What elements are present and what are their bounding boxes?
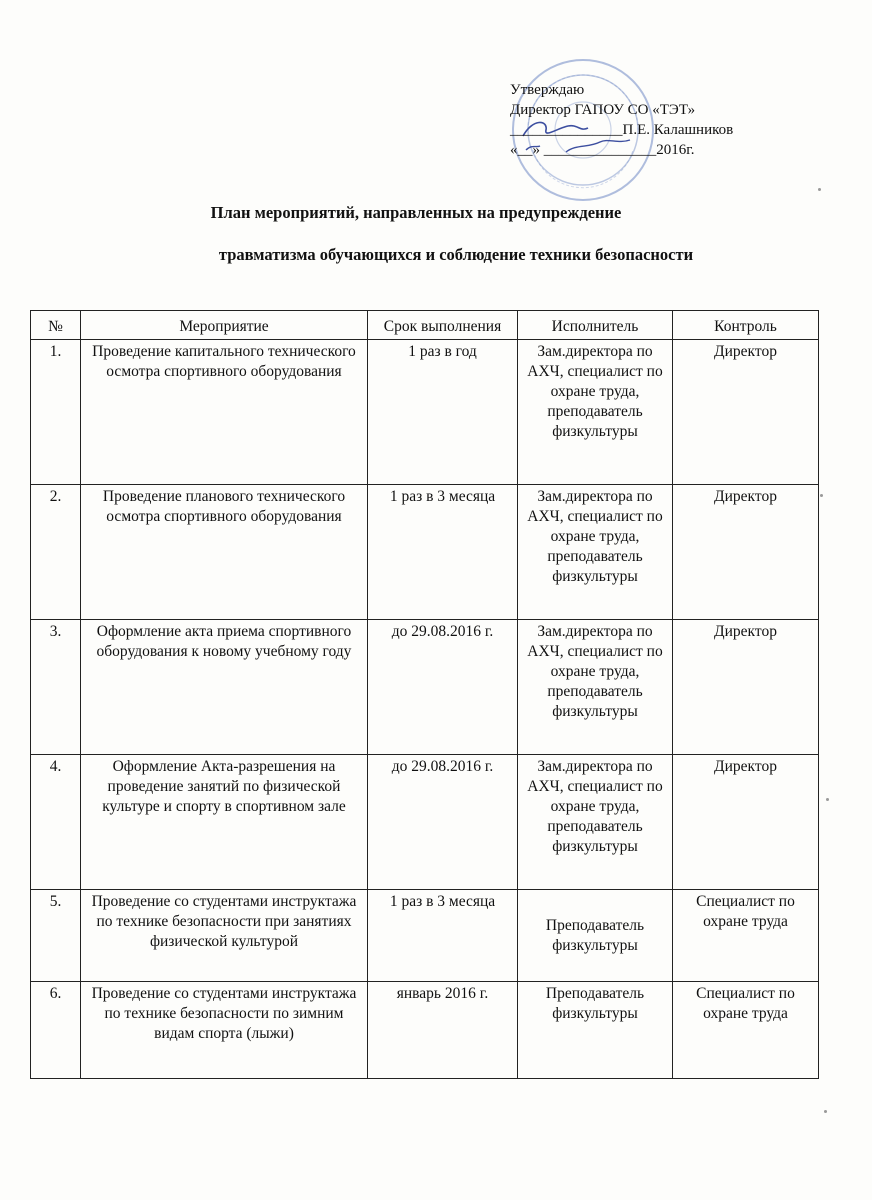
row-control: Специалист по охране труда [673, 890, 819, 982]
measures-table [30, 310, 819, 1079]
row-num: 2. [31, 485, 81, 620]
row-event: Проведение планового технического осмотра спортивного оборудования [81, 485, 368, 620]
row-control: Директор [673, 340, 819, 485]
approval-signatory: _______________П.Е. Калашников [510, 122, 734, 138]
header-event: Мероприятие [81, 311, 368, 340]
row-control: Директор [673, 485, 819, 620]
header-control: Контроль [673, 311, 819, 340]
row-executor: Преподаватель физкультуры [518, 982, 673, 1079]
row-event: Оформление Акта-разрешения на проведение занятий по физической культуре и спорту в спортивном зале [81, 755, 368, 890]
header-num: № [31, 311, 81, 340]
row-control: Директор [673, 755, 819, 890]
row-num: 3. [31, 620, 81, 755]
row-term: 1 раз в 3 месяца [368, 485, 518, 620]
approval-position: Директор ГАПОУ СО «ТЭТ» [510, 102, 696, 118]
row-term: до 29.08.2016 г. [368, 755, 518, 890]
row-num: 4. [31, 755, 81, 890]
scan-speck [818, 188, 821, 191]
row-executor: Зам.директора по АХЧ, специалист по охране труда, преподаватель физкультуры [518, 485, 673, 620]
table-row [31, 755, 819, 890]
document-title-line1: План мероприятий, направленных на предупреждение [210, 203, 622, 222]
row-event: Оформление акта приема спортивного оборудования к новому учебному году [81, 620, 368, 755]
approval-date: «__» _______________2016г. [510, 142, 695, 158]
header-executor: Исполнитель [518, 311, 673, 340]
row-event: Проведение со студентами инструктажа по технике безопасности при занятиях физической культурой [81, 890, 368, 982]
table-row [31, 982, 819, 1079]
table-row [31, 485, 819, 620]
document-title-line2: травматизма обучающихся и соблюдение техники безопасности [218, 245, 694, 264]
approval-block [510, 80, 810, 160]
row-control: Специалист по охране труда [673, 982, 819, 1079]
scan-speck [826, 798, 829, 801]
table-row [31, 620, 819, 755]
table-header-row [31, 311, 819, 340]
scan-speck [824, 1110, 827, 1113]
row-num: 1. [31, 340, 81, 485]
row-executor: Зам.директора по АХЧ, специалист по охране труда, преподаватель физкультуры [518, 620, 673, 755]
row-executor: Зам.директора по АХЧ, специалист по охране труда, преподаватель физкультуры [518, 755, 673, 890]
row-term: 1 раз в год [368, 340, 518, 485]
row-num: 5. [31, 890, 81, 982]
scan-speck [820, 494, 823, 497]
table-row [31, 340, 819, 485]
approval-word: Утверждаю [510, 82, 585, 98]
header-term: Срок выполнения [368, 311, 518, 340]
row-event: Проведение со студентами инструктажа по технике безопасности по зимним видам спорта (лыжи) [81, 982, 368, 1079]
row-term: 1 раз в 3 месяца [368, 890, 518, 982]
row-num: 6. [31, 982, 81, 1079]
row-control: Директор [673, 620, 819, 755]
row-term: январь 2016 г. [368, 982, 518, 1079]
row-term: до 29.08.2016 г. [368, 620, 518, 755]
row-executor: Преподаватель физкультуры [518, 890, 673, 982]
row-event: Проведение капитального технического осмотра спортивного оборудования [81, 340, 368, 485]
row-executor: Зам.директора по АХЧ, специалист по охране труда, преподаватель физкультуры [518, 340, 673, 485]
table-row [31, 890, 819, 982]
